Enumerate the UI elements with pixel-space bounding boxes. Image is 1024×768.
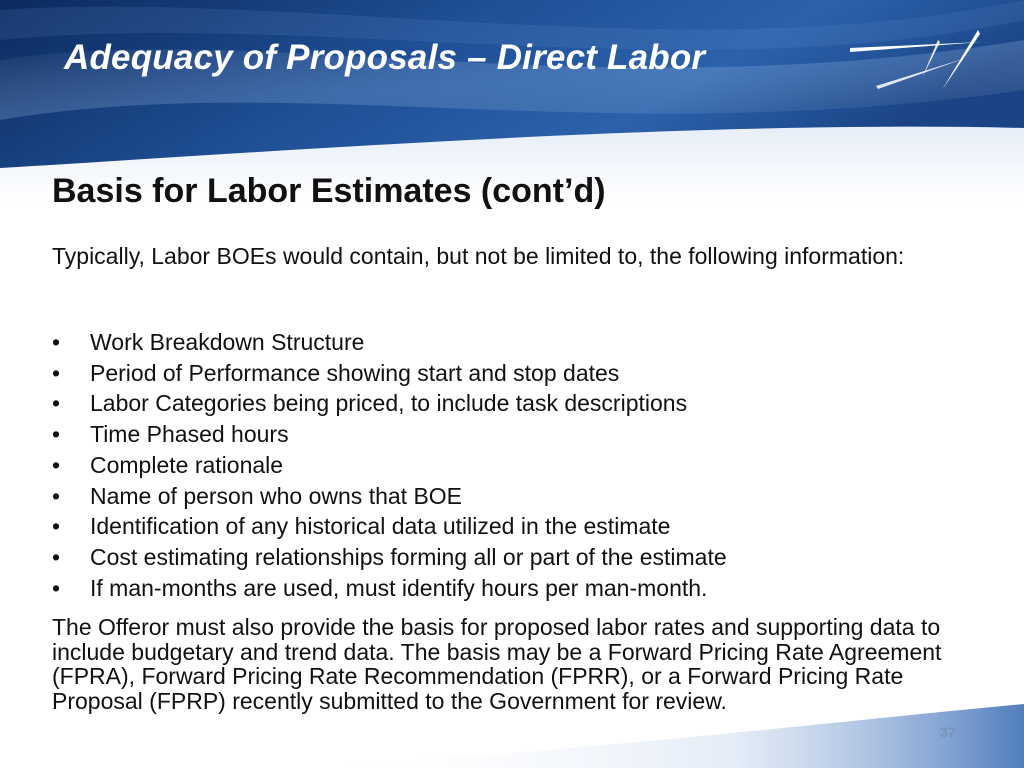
list-item-text: Time Phased hours <box>90 421 289 448</box>
bullet-icon: • <box>52 329 61 355</box>
list-item <box>52 419 952 450</box>
page-number: 37 <box>940 724 956 740</box>
list-item-text: Period of Performance showing start and stop dates <box>90 359 620 386</box>
bullet-icon: • <box>52 482 61 509</box>
list-item <box>52 481 952 512</box>
list-item-text: Complete rationale <box>90 451 284 478</box>
list-item <box>52 573 952 604</box>
bullet-icon: • <box>52 574 61 601</box>
bullet-icon: • <box>52 359 61 386</box>
list-item-text: Identification of any historical data utilized in the estimate <box>90 513 671 540</box>
bullet-icon: • <box>52 513 61 540</box>
list-item <box>52 327 952 358</box>
footer-swoosh <box>0 700 1024 768</box>
list-item-text: Name of person who owns that BOE <box>90 482 463 509</box>
list-item <box>52 542 952 573</box>
boe-contents-list <box>52 327 952 603</box>
list-item-text: Labor Categories being priced, to include task descriptions <box>90 390 688 417</box>
bullet-icon: • <box>52 451 61 478</box>
star-logo-icon <box>846 26 986 94</box>
list-item <box>52 450 952 481</box>
slide-title: Adequacy of Proposals – Direct Labor <box>64 38 706 77</box>
list-item-text: If man-months are used, must identify hours per man-month. <box>90 574 708 601</box>
list-item-text: Cost estimating relationships forming all or part of the estimate <box>90 543 727 570</box>
list-item <box>52 388 952 419</box>
list-item <box>52 358 952 389</box>
section-heading: Basis for Labor Estimates (cont’d) <box>52 172 606 210</box>
bullet-icon: • <box>52 421 61 448</box>
list-item <box>52 511 952 542</box>
closing-paragraph: The Offeror must also provide the basis for proposed labor rates and supporting data to include budgetary and trend data. The basis may be a Forward Pricing Rate Agreement (FPRA), Forward Pricing Rate Recommendation (FPRR), or a Forward Pricing Rate Proposal (FPRP) recently submitted to the Government for review. <box>52 614 942 714</box>
list-item-text: Work Breakdown Structure <box>90 329 365 355</box>
intro-paragraph: Typically, Labor BOEs would contain, but not be limited to, the following information: <box>52 243 905 269</box>
bullet-icon: • <box>52 390 61 417</box>
bullet-icon: • <box>52 543 61 570</box>
